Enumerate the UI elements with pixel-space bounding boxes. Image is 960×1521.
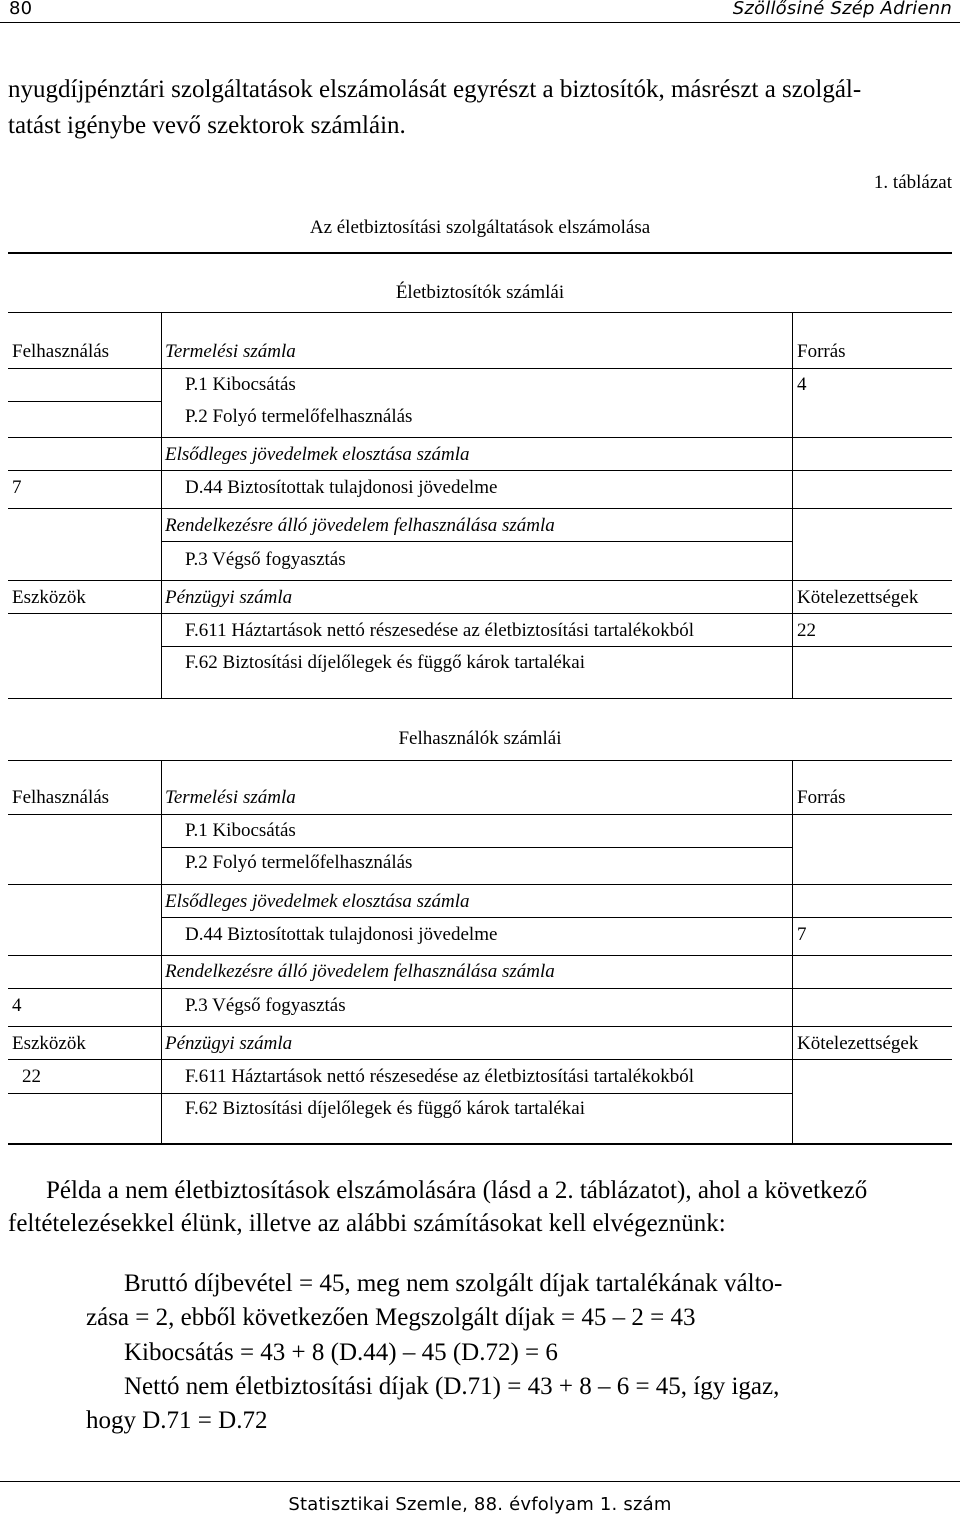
table-number: 1. táblázat xyxy=(873,172,952,193)
users-f611: F.611 Háztartások nettó részesedése az életbiztosítási tartalékokból xyxy=(185,1066,695,1087)
users-title-rule xyxy=(8,760,952,761)
insurers-col-liabilities: Kötelezettségek xyxy=(797,587,919,608)
users-p3-use: 4 xyxy=(12,995,22,1016)
users-col-assets: Eszközök xyxy=(12,1033,86,1054)
users-row-rule xyxy=(8,1093,792,1094)
users-row-rule xyxy=(8,1059,952,1060)
users-f611-asset: 22 xyxy=(22,1066,41,1087)
intro-line-2: tatást igénybe vevő szektorok számláin. xyxy=(8,112,406,139)
users-right-divider xyxy=(792,760,793,1144)
insurers-row-rule xyxy=(8,470,952,471)
users-row-rule xyxy=(8,1026,952,1027)
users-disposable-income-account: Rendelkezésre álló jövedelem felhasználása számla xyxy=(165,961,555,982)
insurers-row-rule xyxy=(8,613,952,614)
table-caption: Az életbiztosítási szolgáltatások elszámolása xyxy=(309,217,651,238)
insurers-row-rule xyxy=(8,508,952,509)
insurers-row-rule xyxy=(8,437,952,438)
users-title: Felhasználók számlái xyxy=(398,728,562,749)
table-bottom-rule xyxy=(8,1143,952,1145)
insurers-primary-income-account: Elsődleges jövedelmek elosztása számla xyxy=(165,444,470,465)
users-row-rule xyxy=(8,955,952,956)
insurers-f611: F.611 Háztartások nettó részesedése az életbiztosítási tartalékokból xyxy=(185,620,695,641)
users-header-rule xyxy=(8,814,952,815)
users-left-divider xyxy=(161,760,162,1144)
users-row-rule xyxy=(161,847,792,848)
users-f62: F.62 Biztosítási díjelőlegek és függő károk tartalékai xyxy=(185,1098,586,1119)
insurers-left-divider xyxy=(161,312,162,698)
users-d44: D.44 Biztosítottak tulajdonosi jövedelme xyxy=(185,924,498,945)
insurers-d44: D.44 Biztosítottak tulajdonosi jövedelme xyxy=(185,477,498,498)
calc-line-4: Nettó nem életbiztosítási díjak (D.71) = 43 + 8 – 6 = 45, így igaz, xyxy=(124,1373,780,1400)
running-header-author: Szöllősiné Szép Adrienn xyxy=(732,0,952,19)
users-col-use: Felhasználás xyxy=(12,787,110,808)
users-row-rule xyxy=(161,917,952,918)
users-row-rule xyxy=(8,988,952,989)
insurers-f611-liab: 22 xyxy=(797,620,816,641)
insurers-header-rule xyxy=(8,368,952,369)
insurers-right-divider xyxy=(792,312,793,698)
users-financial-account: Pénzügyi számla xyxy=(165,1033,293,1054)
example-line-1: Példa a nem életbiztosítások elszámolására (lásd a 2. táblázatot), ahol a következő xyxy=(46,1177,868,1204)
users-primary-income-account: Elsődleges jövedelmek elosztása számla xyxy=(165,891,470,912)
insurers-p3: P.3 Végső fogyasztás xyxy=(185,549,346,570)
calc-line-5: hogy D.71 = D.72 xyxy=(86,1407,268,1434)
insurers-col-source: Forrás xyxy=(797,341,846,362)
insurers-financial-account: Pénzügyi számla xyxy=(165,587,293,608)
calc-line-1: Bruttó díjbevétel = 45, meg nem szolgált díjak tartalékának válto- xyxy=(124,1270,783,1297)
footer-rule xyxy=(0,1481,960,1482)
insurers-bottom-rule xyxy=(8,698,952,699)
insurers-p2: P.2 Folyó termelőfelhasználás xyxy=(185,406,413,427)
insurers-col-assets: Eszközök xyxy=(12,587,86,608)
users-production-account: Termelési számla xyxy=(165,787,296,808)
insurers-production-account: Termelési számla xyxy=(165,341,296,362)
insurers-title: Életbiztosítók számlái xyxy=(395,282,565,303)
insurers-col-use: Felhasználás xyxy=(12,341,110,362)
insurers-row-rule xyxy=(161,646,952,647)
users-p1: P.1 Kibocsátás xyxy=(185,820,296,841)
insurers-d44-use: 7 xyxy=(12,477,22,498)
users-p3: P.3 Végső fogyasztás xyxy=(185,995,346,1016)
users-p2: P.2 Folyó termelőfelhasználás xyxy=(185,852,413,873)
calc-line-3: Kibocsátás = 43 + 8 (D.44) – 45 (D.72) = 6 xyxy=(124,1339,558,1366)
insurers-row-rule xyxy=(161,541,792,542)
insurers-p1: P.1 Kibocsátás xyxy=(185,374,296,395)
insurers-title-rule xyxy=(8,312,952,313)
running-footer-journal: Statisztikai Szemle, 88. évfolyam 1. szám xyxy=(288,1494,672,1515)
insurers-p1-source: 4 xyxy=(797,374,807,395)
intro-line-1: nyugdíjpénztári szolgáltatások elszámolását egyrészt a biztosítók, másrészt a szolgál- xyxy=(8,76,862,103)
insurers-disposable-income-account: Rendelkezésre álló jövedelem felhasználása számla xyxy=(165,515,555,536)
calc-line-2: zása = 2, ebből következően Megszolgált díjak = 45 – 2 = 43 xyxy=(86,1304,696,1331)
insurers-row-rule xyxy=(8,580,952,581)
insurers-f62: F.62 Biztosítási díjelőlegek és függő károk tartalékai xyxy=(185,652,586,673)
users-row-rule xyxy=(8,884,952,885)
example-line-2: feltételezésekkel élünk, illetve az alábbi számításokat kell elvégeznünk: xyxy=(8,1210,726,1237)
users-col-liabilities: Kötelezettségek xyxy=(797,1033,919,1054)
users-col-source: Forrás xyxy=(797,787,846,808)
users-d44-source: 7 xyxy=(797,924,807,945)
page-number: 80 xyxy=(9,0,33,19)
insurers-row-rule xyxy=(8,401,161,402)
table-top-rule xyxy=(8,252,952,254)
header-rule xyxy=(0,22,960,23)
